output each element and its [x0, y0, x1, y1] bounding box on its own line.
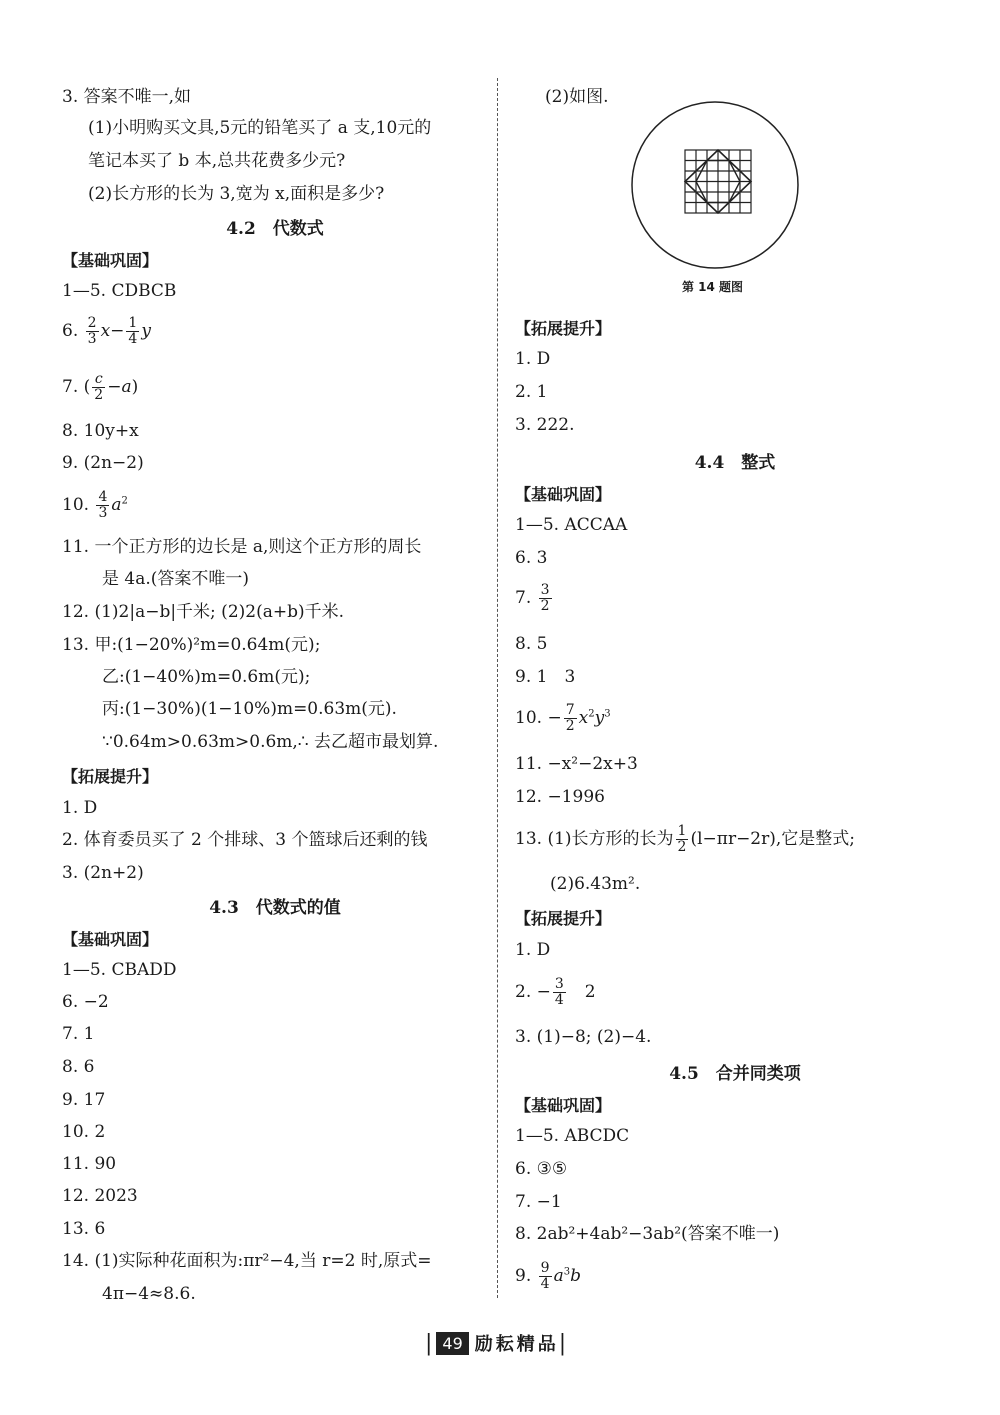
fraction: $\frac{1}{4}$	[128, 315, 138, 347]
ext-answer-3: 3. 222.	[515, 415, 575, 435]
answer-11: 11. 一个正方形的边长是 a,则这个正方形的周长	[62, 537, 422, 557]
ext-answer-3: 3. (1)−8; (2)−4.	[515, 1027, 652, 1047]
answer-10: 10. $\frac{4}{3}$ $a^2$	[62, 489, 128, 521]
answer-7: 7. 1	[62, 1024, 95, 1044]
answer-3-part1-cont: 笔记本买了 b 本,总共花费多少元?	[88, 151, 346, 171]
ext-answer-2: 2. 1	[515, 382, 548, 402]
fraction: $\frac{4}{3}$	[98, 489, 108, 521]
answer-10: 10. 2	[62, 1122, 106, 1142]
answer-6: 6. −2	[62, 992, 109, 1012]
page-footer	[425, 1328, 566, 1358]
brand-name: 励耘精品	[474, 1334, 559, 1355]
answer-6: 6. 3	[515, 548, 548, 568]
answer-9: 9. 17	[62, 1090, 106, 1110]
ext-answer-2: 2. 体育委员买了 2 个排球、3 个篮球后还剩的钱	[62, 830, 428, 850]
answer-10: 10. − $\frac{7}{2}$ $x^2y^3$	[515, 702, 611, 734]
basic-heading: 【基础巩固】	[62, 930, 159, 949]
answer-8: 8. 5	[515, 634, 548, 654]
answer-7: 7. −1	[515, 1192, 562, 1212]
extension-heading: 【拓展提升】	[515, 909, 612, 928]
basic-heading: 【基础巩固】	[515, 485, 612, 504]
basic-heading: 【基础巩固】	[62, 251, 159, 270]
answer-1-5: 1—5. ABCDC	[515, 1126, 630, 1146]
answer-11-cont: 是 4a.(答案不唯一)	[102, 569, 250, 589]
answer-11: 11. 90	[62, 1154, 117, 1174]
answer-13-line4: ∵0.64m>0.63m>0.6m,∴ 去乙超市最划算.	[102, 732, 439, 752]
column-divider	[497, 78, 498, 1298]
answer-6: 6. ③⑤	[515, 1159, 568, 1179]
answer-12: 12. (1)2|a−b|千米; (2)2(a+b)千米.	[62, 602, 345, 622]
answer-12: 12. 2023	[62, 1186, 138, 1206]
answer-13-part2: (2)6.43m².	[550, 874, 641, 894]
ext-answer-3: 3. (2n+2)	[62, 863, 144, 883]
section-4-4-title: 4.4 整式	[694, 453, 776, 473]
answer-14-part2: (2)如图.	[545, 87, 609, 107]
answer-1-5: 1—5. CDBCB	[62, 281, 177, 301]
circle-grid-figure	[630, 100, 800, 270]
answer-9: 9. $\frac{9}{4}$ $a^3b$	[515, 1260, 581, 1292]
section-4-3-title: 4.3 代数式的值	[209, 898, 341, 918]
answer-1-5: 1—5. CBADD	[62, 960, 177, 980]
extension-heading: 【拓展提升】	[515, 319, 612, 338]
answer-1-5: 1—5. ACCAA	[515, 515, 628, 535]
answer-8: 8. 10y+x	[62, 421, 139, 441]
answer-3-part2: (2)长方形的长为 3,宽为 x,面积是多少?	[88, 184, 385, 204]
extension-heading: 【拓展提升】	[62, 767, 159, 786]
answer-13: 13. 甲:(1−20%)²m=0.64m(元);	[62, 635, 321, 655]
answer-3-part1: (1)小明购买文具,5元的铅笔买了 a 支,10元的	[88, 118, 432, 138]
fraction: $\frac{1}{2}$	[677, 823, 687, 855]
answer-13: 13. 6	[62, 1219, 106, 1239]
fraction: $\frac{9}{4}$	[540, 1260, 550, 1292]
answer-14-cont: 4π−4≈8.6.	[102, 1284, 196, 1304]
answer-6: 6. $\frac{2}{3}$ x− $\frac{1}{4}$ y	[62, 315, 151, 347]
answer-7: 7. ( $\frac{c}{2}$ −a)	[62, 371, 139, 403]
answer-3: 3. 答案不唯一,如	[62, 87, 192, 107]
answer-13-line3: 丙:(1−30%)(1−10%)m=0.63m(元).	[102, 699, 397, 719]
answer-11: 11. −x²−2x+3	[515, 754, 638, 774]
answer-9: 9. (2n−2)	[62, 453, 144, 473]
ext-answer-1: 1. D	[62, 798, 98, 818]
footer-bar-right: |	[558, 1330, 567, 1356]
answer-9: 9. 1 3	[515, 667, 576, 687]
answer-14: 14. (1)实际种花面积为:πr²−4,当 r=2 时,原式=	[62, 1251, 432, 1271]
section-4-5-title: 4.5 合并同类项	[669, 1064, 801, 1084]
answer-7: 7. $\frac{3}{2}$	[515, 582, 550, 614]
figure-caption: 第 14 题图	[682, 280, 744, 294]
fraction: $\frac{3}{2}$	[540, 582, 550, 614]
answer-13: 13. (1)长方形的长为 $\frac{1}{2}$ (l−πr−2r),它是整式;	[515, 823, 856, 855]
ext-answer-1: 1. D	[515, 940, 551, 960]
ext-answer-1: 1. D	[515, 349, 551, 369]
fraction: $\frac{c}{2}$	[94, 371, 104, 403]
answer-13-line2: 乙:(1−40%)m=0.6m(元);	[102, 667, 311, 687]
fraction: $\frac{7}{2}$	[565, 702, 575, 734]
fraction: $\frac{2}{3}$	[87, 315, 97, 347]
ext-answer-2: 2. − $\frac{3}{4}$ 2	[515, 976, 596, 1008]
answer-8: 8. 2ab²+4ab²−3ab²(答案不唯一)	[515, 1224, 780, 1244]
page-number: 49	[436, 1332, 468, 1355]
footer-bar-left: |	[425, 1330, 433, 1356]
fraction: $\frac{3}{4}$	[554, 976, 564, 1008]
answer-8: 8. 6	[62, 1057, 95, 1077]
answer-12: 12. −1996	[515, 787, 605, 807]
basic-heading: 【基础巩固】	[515, 1096, 612, 1115]
section-4-2-title: 4.2 代数式	[226, 219, 324, 239]
